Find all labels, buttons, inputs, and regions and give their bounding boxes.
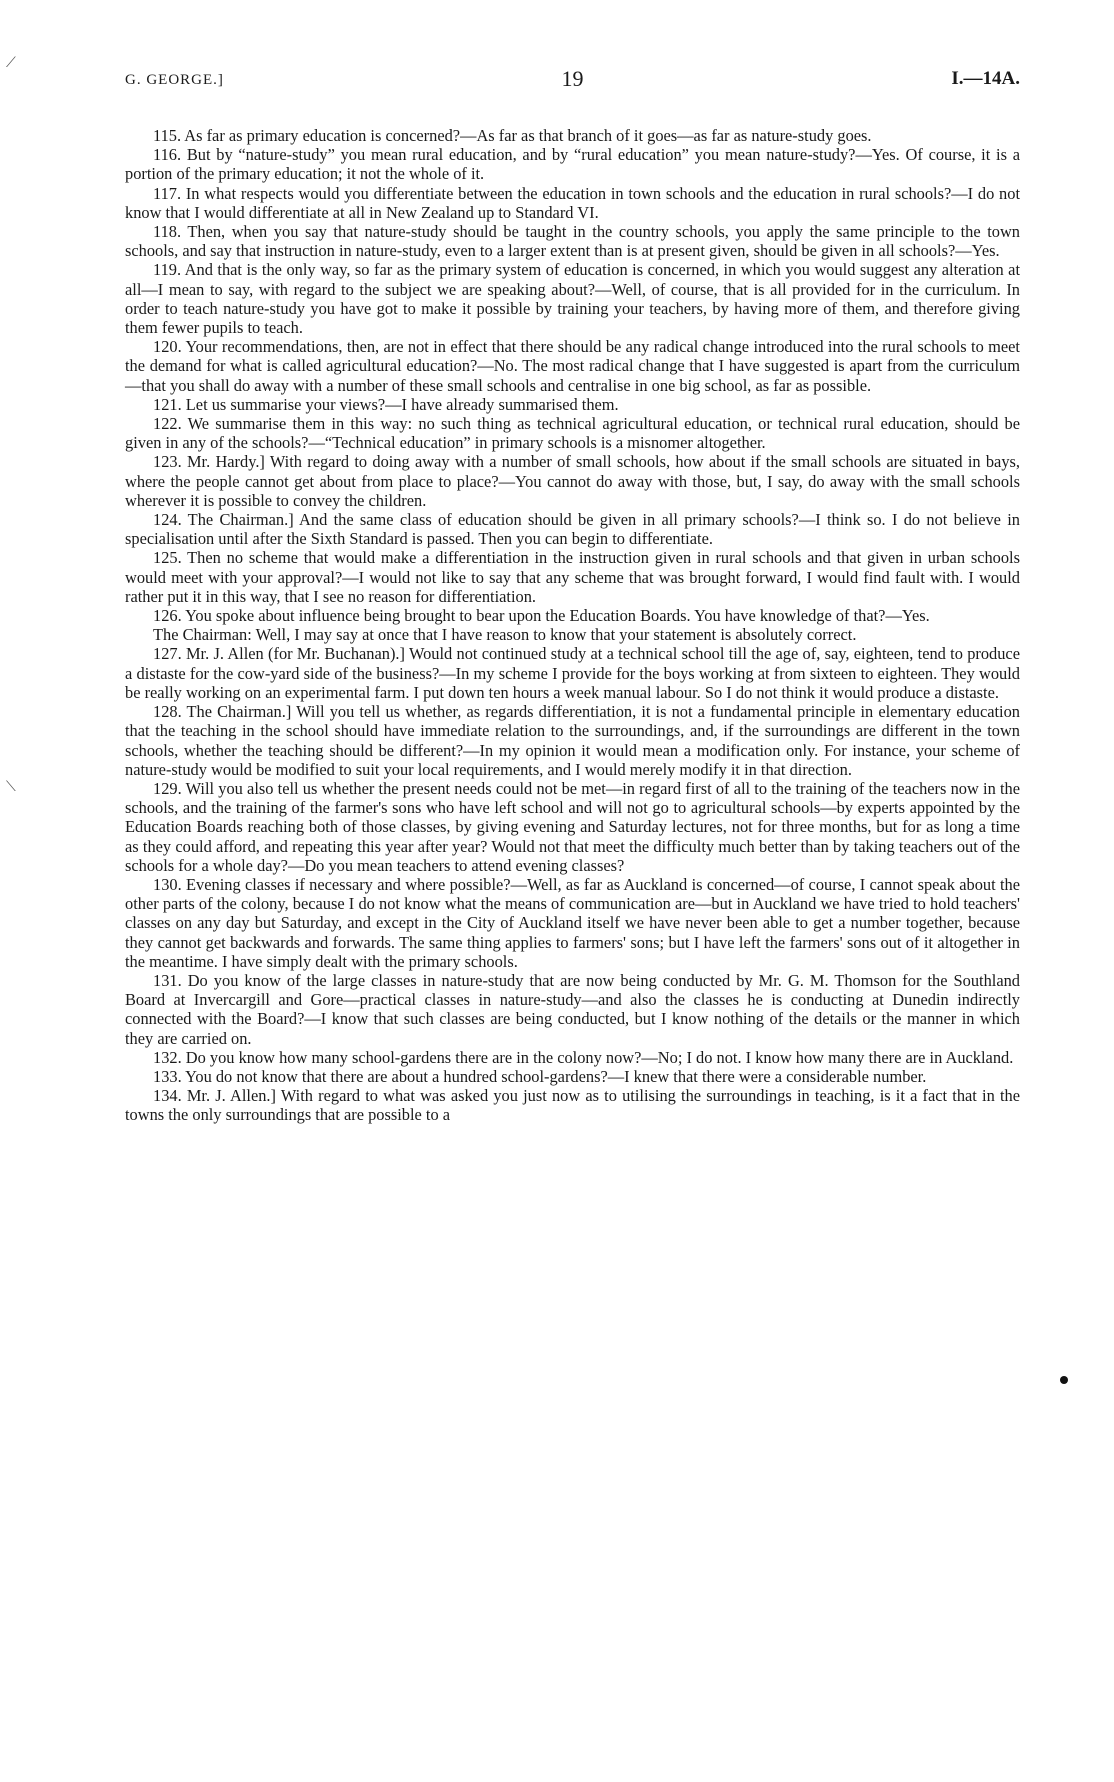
ink-dot: [1060, 1376, 1068, 1384]
paragraph-120: 120. Your recommendations, then, are not in effect that there should be any radical change introduced into the rural schools to meet the demand for what is called agricultural education?—No. The most radical change that I have suggested is apart from the curriculum—that you shall do away with a number of these small schools and centralise in one big school, as far as possible.: [125, 337, 1020, 395]
margin-mark-top: ⟋: [6, 56, 16, 71]
paragraph-130: 130. Evening classes if necessary and where possible?—Well, as far as Auckland is concerned—of course, I cannot speak about the other parts of the colony, because I do not know what the means of communication are—but in Auckland we have tried to hold teachers' classes on any day but Saturday, and except in the City of Auckland itself we have never been able to get a number together, because they cannot get backwards and forwards. The same thing applies to farmers' sons; but I have left the farmers' sons out of it altogether in the meantime. I have simply dealt with the primary schools.: [125, 874, 1020, 971]
paragraph-134: 134. Mr. J. Allen.] With regard to what was asked you just now as to utilising the surroundings in teaching, is it a fact that in the towns the only surroundings that are possible to a: [125, 1086, 1020, 1125]
paragraph-118: 118. Then, when you say that nature-study should be taught in the country schools, you apply the same principle to the town schools, and say that instruction in nature-study, even to a larger extent than is at present given, should be given in all schools?—Yes.: [125, 222, 1020, 261]
paragraph-132: 132. Do you know how many school-gardens there are in the colony now?—No; I do not. I know how many there are in Auckland.: [153, 1047, 1014, 1067]
margin-mark-middle: ⟍: [6, 780, 16, 795]
paragraph-116: 116. But by “nature-study” you mean rural education, and by “rural education” you mean nature-study?—Yes. Of course, it is a portion of the primary education; it not the whole of it.: [125, 145, 1020, 184]
witness-name: G. GEORGE.]: [125, 72, 224, 88]
paragraph-129: 129. Will you also tell us whether the present needs could not be met—in regard first of all to the training of the teachers now in the schools, and the training of the farmer's sons who have left school and will not go to agricultural schools—by experts appointed by the Education Boards reaching both of those classes, by giving evening and Saturday lectures, not for three months, but for as long a time as they could afford, and repeating this year after year? Would not that meet the difficulty much better than by taking teachers out of the schools for a whole day?—Do you mean teachers to attend evening classes?: [125, 778, 1020, 875]
paragraph-126: 126. You spoke about influence being brought to bear upon the Education Boards. You have knowledge of that?—Yes.: [153, 606, 930, 626]
paragraph-133: 133. You do not know that there are about a hundred school-gardens?—I knew that there were a considerable number.: [153, 1066, 927, 1086]
paragraph-115: 115. As far as primary education is concerned?—As far as that branch of it goes—as far as nature-study goes.: [153, 126, 872, 145]
paragraph-125: 125. Then no scheme that would make a differentiation in the instruction given in rural schools and that given in urban schools would meet with your approval?—I would not like to say that any scheme that was brought forward, I would find fault with. I would rather put it in this way, that I see no reason for differentiation.: [125, 548, 1020, 606]
page-header: [125, 66, 1020, 96]
paragraph-119: 119. And that is the only way, so far as the primary system of education is concerned, in which you would suggest any alteration at all—I mean to say, with regard to the subject we are speaking about?—Well, of course, that is all provided for in the curriculum. In order to teach nature-study you have got to make it possible by training your teachers, by having more of them, and therefore giving them fewer pupils to teach.: [125, 260, 1020, 338]
document-reference: I.—14A.: [951, 68, 1020, 89]
paragraph-117: 117. In what respects would you differentiate between the education in town schools and the education in rural schools?—I do not know that I would differentiate at all in New Zealand up to Standard VI.: [125, 183, 1020, 222]
testimony-body: [125, 126, 1020, 1125]
paragraph-124: 124. The Chairman.] And the same class of education should be given in all primary schools?—I think so. I do not believe in specialisation until after the Sixth Standard is passed. Then you can begin to differentiate.: [125, 510, 1020, 549]
paragraph-121: 121. Let us summarise your views?—I have already summarised them.: [153, 394, 619, 414]
paragraph-131: 131. Do you know of the large classes in nature-study that are now being conducted by Mr. G. M. Thomson for the Southland Board at Invercargill and Gore—practical classes in nature-study—and also the classes he is conducting at Dunedin indirectly connected with the Board?—I know that such classes are being conducted, but I know nothing of the details or the manner in which they are carried on.: [125, 970, 1020, 1048]
paragraph-123: 123. Mr. Hardy.] With regard to doing away with a number of small schools, how about if the small schools are situated in bays, where the people cannot get about from place to place?—You cannot do away with those, but, I say, do away with the small schools wherever it is possible to convey the children.: [125, 452, 1020, 510]
paragraph-127: 127. Mr. J. Allen (for Mr. Buchanan).] Would not continued study at a technical school till the age of, say, eighteen, tend to produce a distaste for the cow-yard side of the business?—In my scheme I provide for the boys working at from sixteen to eighteen. They would be really working on an experimental farm. I put down ten hours a week manual labour. So I do not think it would produce a distaste.: [125, 644, 1020, 702]
paragraph-122: 122. We summarise them in this way: no such thing as technical agricultural education, or technical rural education, should be given in any of the schools?—“Technical education” in primary schools is a misnomer altogether.: [125, 414, 1020, 453]
page-number: 19: [561, 66, 584, 91]
paragraph-128: 128. The Chairman.] Will you tell us whether, as regards differentiation, it is not a fundamental principle in elementary education that the teaching in the school should have immediate relation to the surroundings, and, if the surroundings are different in the town schools, whether the teaching should be different?—In my opinion it would mean a modification only. For instance, your scheme of nature-study would be modified to suit your local requirements, and I would merely modify it in that direction.: [125, 702, 1020, 779]
paragraph-chairman-remark: The Chairman: Well, I may say at once that I have reason to know that your statement is absolutely correct.: [153, 625, 857, 645]
